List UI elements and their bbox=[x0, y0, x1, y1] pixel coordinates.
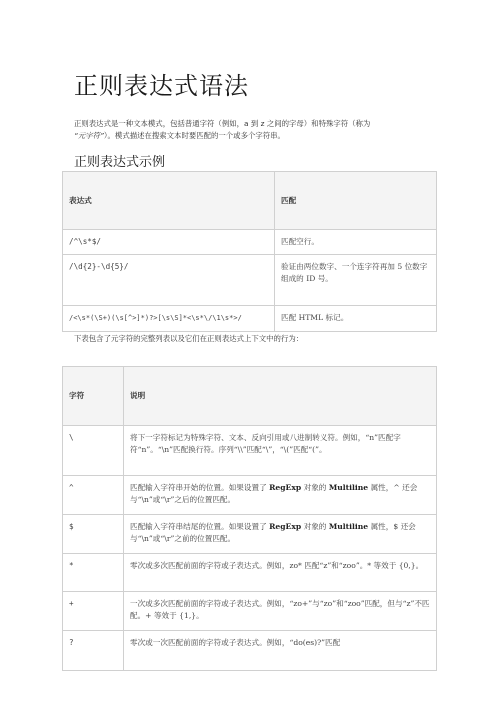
char-cell: ? bbox=[63, 631, 124, 671]
match-cell: 匹配空行。 bbox=[275, 230, 437, 255]
header-desc: 说明 bbox=[124, 367, 437, 426]
expr-cell: /\d{2}-\d{5}/ bbox=[63, 255, 275, 306]
table-row bbox=[63, 631, 437, 671]
char-cell: $ bbox=[63, 515, 124, 554]
intro-text-start: 正则表达式是一种文本模式，包括普通字符（例如，a 到 z 之间的字母）和特殊字符（称为 bbox=[74, 119, 371, 128]
desc-text: 匹配输入字符串开始的位置。如果设置了 bbox=[130, 483, 267, 492]
examples-table-header bbox=[63, 172, 437, 230]
intro-paragraph bbox=[74, 118, 434, 142]
char-cell: \ bbox=[63, 426, 124, 476]
keyword-regexp: RegExp bbox=[269, 522, 302, 531]
desc-text: 属性，^ 还会与“\n”或“\r”之后的位置匹配。 bbox=[130, 483, 418, 504]
expr-cell: /<\s*(\S+)(\s[^>]*)?>[\s\S]*<\s*\/\1\s*>/ bbox=[63, 306, 275, 332]
desc-text: 对象的 bbox=[303, 522, 327, 531]
header-char: 字符 bbox=[63, 367, 124, 426]
metachar-table-header bbox=[63, 367, 437, 426]
metachar-note: 下表包含了元字符的完整列表以及它们在正则表达式上下文中的行为： bbox=[74, 334, 304, 343]
keyword-multiline: Multiline bbox=[328, 483, 369, 492]
desc-cell: 一次或多次匹配前面的字符或子表达式。例如，“zo+”与“zo”和“zoo”匹配，但与“z”不匹配。+ 等效于 {1,}。 bbox=[124, 592, 437, 631]
header-match: 匹配 bbox=[275, 172, 437, 230]
desc-text: 对象的 bbox=[303, 483, 327, 492]
desc-cell bbox=[124, 515, 437, 554]
char-cell: ^ bbox=[63, 476, 124, 515]
table-row bbox=[63, 476, 437, 515]
intro-metachar-term: “元字符” bbox=[74, 131, 104, 140]
expr-cell: /^\s*$/ bbox=[63, 230, 275, 255]
desc-cell bbox=[124, 476, 437, 515]
table-row bbox=[63, 554, 437, 592]
keyword-regexp: RegExp bbox=[269, 483, 302, 492]
char-cell: + bbox=[63, 592, 124, 631]
table-row bbox=[63, 230, 437, 255]
desc-cell: 零次或多次匹配前面的字符或子表达式。例如，zo* 匹配“z”和“zoo”。* 等效于 {0,}。 bbox=[124, 554, 437, 592]
desc-cell: 将下一字符标记为特殊字符、文本、反向引用或八进制转义符。例如，“n”匹配字符“n”。“\n”匹配换行符。序列“\\”匹配“\”，“\(”匹配“(”。 bbox=[124, 426, 437, 476]
desc-cell: 零次或一次匹配前面的字符或子表达式。例如，“do(es)?”匹配 bbox=[124, 631, 437, 671]
table-row bbox=[63, 306, 437, 332]
table-row bbox=[63, 255, 437, 306]
match-cell: 验证由两位数字、一个连字符再加 5 位数字组成的 ID 号。 bbox=[275, 255, 437, 306]
table-row bbox=[63, 592, 437, 631]
section-title-examples: 正则表达式示例 bbox=[74, 155, 166, 170]
intro-text-end: ）。模式描述在搜索文本时要匹配的一个或多个字符串。 bbox=[103, 131, 285, 140]
match-cell: 匹配 HTML 标记。 bbox=[275, 306, 437, 332]
desc-text: 匹配输入字符串结尾的位置。如果设置了 bbox=[130, 522, 267, 531]
metachar-table bbox=[62, 366, 437, 671]
char-cell: * bbox=[63, 554, 124, 592]
table-row bbox=[63, 426, 437, 476]
examples-table bbox=[62, 171, 437, 332]
table-row bbox=[63, 515, 437, 554]
page-title: 正则表达式语法 bbox=[74, 72, 249, 100]
header-expression: 表达式 bbox=[63, 172, 275, 230]
keyword-multiline: Multiline bbox=[328, 522, 369, 531]
desc-text: 属性，$ 还会与“\n”或“\r”之前的位置匹配。 bbox=[130, 522, 416, 543]
